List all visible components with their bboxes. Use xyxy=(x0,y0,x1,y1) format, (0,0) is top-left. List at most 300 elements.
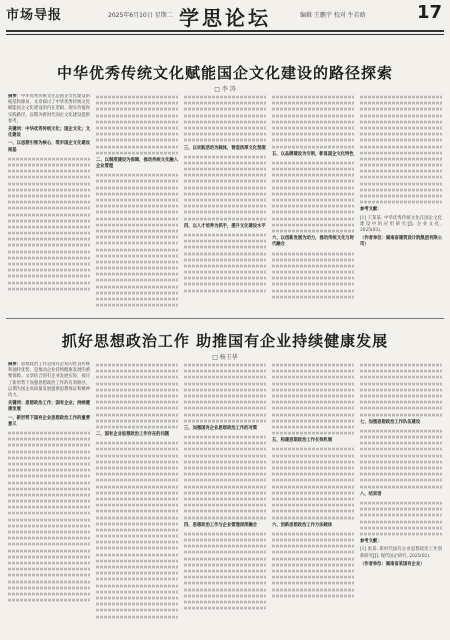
article1-references-label: 参考文献： xyxy=(360,207,382,213)
body-text-line xyxy=(360,454,442,457)
body-text-line xyxy=(8,487,90,490)
article2-abstract: 思想政治工作是国有企业的优良传统和独特优势，是推动企业持续健康发展的重要保障。文章结合国有企业发展实际，探讨了新形势下加强思想政治工作的有效路径，以期为国企高质量发展提供思想保证和精神动力。 xyxy=(8,362,90,399)
body-text-line xyxy=(184,133,266,136)
body-text-line xyxy=(184,258,266,261)
editor-credit: 编辑 王鹏宇 校对 牛若晗 xyxy=(300,12,366,19)
body-text-line xyxy=(272,426,354,429)
body-text-line xyxy=(272,582,354,585)
body-text-line xyxy=(96,193,178,196)
body-text-line xyxy=(184,265,266,268)
body-text-line xyxy=(8,287,90,290)
body-text-line xyxy=(96,566,178,569)
body-text-line xyxy=(96,151,178,154)
body-text-line xyxy=(8,438,90,441)
body-text-line xyxy=(96,382,178,385)
body-text-line xyxy=(272,230,354,233)
body-text-line xyxy=(8,593,90,596)
body-text-line xyxy=(184,401,266,404)
body-text-line xyxy=(184,199,266,202)
body-text-line xyxy=(8,568,90,571)
body-text-line xyxy=(360,413,442,416)
body-text-line xyxy=(272,271,354,274)
body-text-line xyxy=(272,283,354,286)
body-text-line xyxy=(360,473,442,476)
body-text-line xyxy=(184,564,266,567)
body-text-line xyxy=(96,522,178,525)
body-text-line xyxy=(96,248,178,251)
body-text-line xyxy=(96,186,178,189)
body-text-line xyxy=(96,467,178,470)
body-text-line xyxy=(272,382,354,385)
page-number: 17 xyxy=(416,2,442,23)
body-text-line xyxy=(184,370,266,373)
body-text-line xyxy=(8,475,90,478)
body-text-line xyxy=(96,279,178,282)
body-text-line xyxy=(272,491,354,494)
body-text-line xyxy=(96,560,178,563)
body-text-line xyxy=(272,557,354,560)
body-text-line xyxy=(96,454,178,457)
body-text-line xyxy=(272,193,354,196)
article1-abstract: 中华优秀传统文化是国企文化建设的根基和源泉，文章探讨了中华优秀传统文化赋能国企文化建设的内在逻辑、现实价值和实践路径，以期为新时代国企文化建设提供参考。 xyxy=(8,94,90,124)
body-text-line xyxy=(360,182,442,185)
body-text-line xyxy=(184,162,266,165)
body-text-line xyxy=(8,525,90,528)
body-text-line xyxy=(96,553,178,556)
body-text-line xyxy=(272,205,354,208)
article2-byline: □ 杨玉华 xyxy=(212,354,238,361)
body-text-line xyxy=(96,609,178,612)
body-text-line xyxy=(8,444,90,447)
body-text-line xyxy=(360,189,442,192)
body-text-line xyxy=(360,158,442,161)
article2-col-3 xyxy=(184,362,266,634)
body-text-line xyxy=(96,407,178,410)
body-text-line xyxy=(96,285,178,288)
body-text-line xyxy=(184,240,266,243)
body-text-line xyxy=(272,145,354,148)
body-text-line xyxy=(360,176,442,179)
body-text-line xyxy=(272,265,354,268)
body-text-line xyxy=(360,430,442,433)
body-text-line xyxy=(360,502,442,505)
body-text-line xyxy=(360,467,442,470)
body-text-line xyxy=(8,250,90,253)
article2-section-4: 四、思想政治工作与企业管理深度融合 xyxy=(184,522,258,528)
article1-references: [1] 王某某. 中华优秀传统文化在国企文化建设中的应用研究[J]. 企业文化, 2025(03). xyxy=(360,215,442,233)
body-text-line xyxy=(272,516,354,519)
body-text-line xyxy=(8,463,90,466)
body-text-line xyxy=(96,461,178,464)
body-text-line xyxy=(184,211,266,214)
body-text-line xyxy=(360,164,442,167)
body-text-line xyxy=(272,120,354,123)
body-text-line xyxy=(272,114,354,117)
body-text-line xyxy=(184,127,266,130)
body-text-line xyxy=(8,238,90,241)
article1-section-5: 五、以品牌建设为引领，彰显国企文化特色 xyxy=(272,151,354,157)
body-text-line xyxy=(96,395,178,398)
body-text-line xyxy=(96,145,178,148)
body-text-line xyxy=(360,520,442,523)
body-text-line xyxy=(96,211,178,214)
body-text-line xyxy=(8,543,90,546)
body-text-line xyxy=(184,289,266,292)
body-text-line xyxy=(96,535,178,538)
body-text-line xyxy=(96,541,178,544)
article1-headline: 中华优秀传统文化赋能国企文化建设的路径探索 xyxy=(56,64,393,82)
body-text-line xyxy=(272,252,354,255)
body-text-line xyxy=(272,419,354,422)
body-text-line xyxy=(360,145,442,148)
body-text-line xyxy=(184,576,266,579)
body-text-line xyxy=(96,401,178,404)
body-text-line xyxy=(96,603,178,606)
body-text-line xyxy=(184,588,266,591)
body-text-line xyxy=(8,213,90,216)
body-text-line xyxy=(8,195,90,198)
body-text-line xyxy=(8,263,90,266)
body-text-line xyxy=(184,461,266,464)
body-text-line xyxy=(184,277,266,280)
body-text-line xyxy=(96,572,178,575)
body-text-line xyxy=(8,481,90,484)
body-text-line xyxy=(272,539,354,542)
body-text-line xyxy=(184,252,266,255)
body-text-line xyxy=(8,562,90,565)
article2-col-4 xyxy=(272,362,354,634)
body-text-line xyxy=(360,407,442,410)
body-text-line xyxy=(184,234,266,237)
body-text-line xyxy=(184,168,266,171)
body-text-line xyxy=(272,545,354,548)
article2-section-2: 二、国有企业思想政治工作存在的问题 xyxy=(96,432,170,438)
body-text-line xyxy=(272,498,354,501)
body-text-line xyxy=(96,261,178,264)
body-text-line xyxy=(184,601,266,604)
body-text-line xyxy=(184,533,266,536)
body-text-line xyxy=(184,205,266,208)
body-text-line xyxy=(272,395,354,398)
body-text-line xyxy=(8,586,90,589)
body-text-line xyxy=(96,242,178,245)
body-text-line xyxy=(96,292,178,295)
body-text-line xyxy=(184,120,266,123)
body-text-line xyxy=(184,510,266,513)
body-text-line xyxy=(96,273,178,276)
article1-section-4: 四、以人才培养为抓手，提升文化建设水平 xyxy=(184,223,266,229)
article1-col-5 xyxy=(360,94,442,312)
body-text-line xyxy=(8,450,90,453)
body-text-line xyxy=(8,182,90,185)
body-text-line xyxy=(8,232,90,235)
body-text-line xyxy=(96,498,178,501)
body-text-line xyxy=(272,376,354,379)
body-text-line xyxy=(184,180,266,183)
body-text-line xyxy=(272,162,354,165)
body-text-line xyxy=(360,170,442,173)
body-text-line xyxy=(360,442,442,445)
body-text-line xyxy=(8,512,90,515)
body-text-line xyxy=(272,289,354,292)
body-text-line xyxy=(272,96,354,99)
body-text-line xyxy=(184,395,266,398)
body-text-line xyxy=(360,448,442,451)
body-text-line xyxy=(360,133,442,136)
body-text-line xyxy=(360,436,442,439)
article1-section-2: 二、以制度建设为保障，推动传统文化融入企业管理 xyxy=(96,157,178,170)
body-text-line xyxy=(8,494,90,497)
body-text-line xyxy=(96,127,178,130)
body-text-line xyxy=(8,580,90,583)
article1-body xyxy=(8,94,442,312)
article2-section-7: 七、加强思想政治工作队伍建设 xyxy=(360,419,421,425)
body-text-line xyxy=(96,230,178,233)
body-text-line xyxy=(184,594,266,597)
body-text-line xyxy=(272,551,354,554)
body-text-line xyxy=(8,506,90,509)
body-text-line xyxy=(96,516,178,519)
section-title: 学思论坛 xyxy=(179,6,271,30)
body-text-line xyxy=(360,370,442,373)
article2-col-5 xyxy=(360,362,442,634)
body-text-line xyxy=(8,188,90,191)
body-text-line xyxy=(272,504,354,507)
body-text-line xyxy=(184,174,266,177)
body-text-line xyxy=(360,102,442,105)
body-text-line xyxy=(184,155,266,158)
body-text-line xyxy=(272,448,354,451)
body-text-line xyxy=(184,504,266,507)
body-text-line xyxy=(272,461,354,464)
body-text-line xyxy=(360,195,442,198)
body-text-line xyxy=(360,388,442,391)
body-text-line xyxy=(96,504,178,507)
body-text-line xyxy=(360,401,442,404)
body-text-line xyxy=(8,207,90,210)
body-text-line xyxy=(8,549,90,552)
body-text-line xyxy=(272,211,354,214)
article1-col-4 xyxy=(272,94,354,312)
body-text-line xyxy=(272,370,354,373)
masthead-rule xyxy=(6,30,444,32)
body-text-line xyxy=(8,555,90,558)
body-text-line xyxy=(184,376,266,379)
body-text-line xyxy=(96,615,178,618)
body-text-line xyxy=(184,419,266,422)
article1-col-3 xyxy=(184,94,266,312)
article-divider xyxy=(6,318,444,319)
body-text-line xyxy=(272,133,354,136)
body-text-line xyxy=(360,139,442,142)
body-text-line xyxy=(96,388,178,391)
body-text-line xyxy=(96,267,178,270)
body-text-line xyxy=(184,479,266,482)
body-text-line xyxy=(96,510,178,513)
body-text-line xyxy=(8,269,90,272)
body-text-line xyxy=(184,114,266,117)
article2-author-note: （作者单位：湖南省某国有企业） xyxy=(360,561,425,567)
body-text-line xyxy=(8,500,90,503)
body-text-line xyxy=(8,518,90,521)
body-text-line xyxy=(272,510,354,513)
body-text-line xyxy=(360,485,442,488)
body-text-line xyxy=(272,277,354,280)
article1-section-1: 一、以思想引领为核心，筑牢国企文化建设根基 xyxy=(8,141,90,153)
body-text-line xyxy=(272,217,354,220)
body-text-line xyxy=(8,456,90,459)
body-text-line xyxy=(96,304,178,307)
body-text-line xyxy=(272,454,354,457)
article2-abstract-label: 摘要： xyxy=(8,362,21,367)
body-text-line xyxy=(360,364,442,367)
body-text-line xyxy=(272,139,354,142)
article2-references: [1] 张某. 新时代国有企业思想政治工作创新研究[J]. 现代国企研究, 2025(02). xyxy=(360,547,442,559)
body-text-line xyxy=(96,96,178,99)
body-text-line xyxy=(8,281,90,284)
body-text-line xyxy=(184,364,266,367)
body-text-line xyxy=(96,199,178,202)
newspaper-logo: 市场导报 xyxy=(6,8,63,23)
body-text-line xyxy=(272,102,354,105)
article1-section-3: 三、以实践活动为载体，营造浓厚文化氛围 xyxy=(184,145,266,151)
body-text-line xyxy=(184,491,266,494)
body-text-line xyxy=(184,485,266,488)
body-text-line xyxy=(8,574,90,577)
article1-abstract-label: 摘要： xyxy=(8,94,21,99)
body-text-line xyxy=(8,469,90,472)
body-text-line xyxy=(272,174,354,177)
article1-author-note: （作者单位：湖南省建筑设计院集团有限公司） xyxy=(360,236,442,248)
article2-col-1 xyxy=(8,362,90,634)
body-text-line xyxy=(184,539,266,542)
body-text-line xyxy=(184,108,266,111)
body-text-line xyxy=(272,401,354,404)
body-text-line xyxy=(96,254,178,257)
body-text-line xyxy=(184,570,266,573)
article2-section-3: 三、加强国有企业思想政治工作的对策 xyxy=(184,425,258,431)
body-text-line xyxy=(96,174,178,177)
body-text-line xyxy=(360,479,442,482)
body-text-line xyxy=(360,108,442,111)
body-text-line xyxy=(96,473,178,476)
issue-date: 2025年6月10日 星期二 xyxy=(108,12,173,19)
body-text-line xyxy=(8,170,90,173)
body-text-line xyxy=(272,588,354,591)
masthead-rule-thin xyxy=(6,34,444,35)
body-text-line xyxy=(272,223,354,226)
body-text-line xyxy=(96,205,178,208)
body-text-line xyxy=(96,547,178,550)
body-text-line xyxy=(184,557,266,560)
body-text-line xyxy=(96,180,178,183)
article2-references-label: 参考文献： xyxy=(360,539,382,545)
body-text-line xyxy=(272,467,354,470)
body-text-line xyxy=(96,419,178,422)
body-text-line xyxy=(360,526,442,529)
body-text-line xyxy=(184,382,266,385)
body-text-line xyxy=(8,176,90,179)
article2-section-8: 八、结束语 xyxy=(360,491,382,497)
body-text-line xyxy=(184,271,266,274)
body-text-line xyxy=(8,537,90,540)
body-text-line xyxy=(96,413,178,416)
article2-col-2 xyxy=(96,362,178,634)
body-text-line xyxy=(96,529,178,532)
body-text-line xyxy=(272,485,354,488)
body-text-line xyxy=(184,442,266,445)
body-text-line xyxy=(272,594,354,597)
body-text-line xyxy=(360,382,442,385)
body-text-line xyxy=(360,461,442,464)
body-text-line xyxy=(96,442,178,445)
article1-keywords: 关键词：中华优秀传统文化；国企文化；文化建设 xyxy=(8,127,90,139)
body-text-line xyxy=(96,102,178,105)
body-text-line xyxy=(96,236,178,239)
article2-headline: 抓好思想政治工作 助推国有企业持续健康发展 xyxy=(61,332,389,350)
body-text-line xyxy=(360,151,442,154)
body-text-line xyxy=(96,223,178,226)
body-text-line xyxy=(96,139,178,142)
body-text-line xyxy=(8,531,90,534)
body-text-line xyxy=(96,133,178,136)
body-text-line xyxy=(184,96,266,99)
body-text-line xyxy=(96,448,178,451)
body-text-line xyxy=(360,120,442,123)
body-text-line xyxy=(96,578,178,581)
body-text-line xyxy=(96,217,178,220)
body-text-line xyxy=(272,388,354,391)
body-text-line xyxy=(96,108,178,111)
body-text-line xyxy=(8,599,90,602)
body-text-line xyxy=(360,96,442,99)
body-text-line xyxy=(184,454,266,457)
body-text-line xyxy=(272,168,354,171)
body-text-line xyxy=(272,432,354,435)
article2-keywords: 关键词：思想政治工作；国有企业；持续健康发展 xyxy=(8,401,90,413)
body-text-line xyxy=(8,226,90,229)
body-text-line xyxy=(360,508,442,511)
article2-section-6: 六、创新思想政治工作方法载体 xyxy=(272,522,333,528)
body-text-line xyxy=(184,102,266,105)
body-text-line xyxy=(184,448,266,451)
body-text-line xyxy=(272,199,354,202)
body-text-line xyxy=(184,193,266,196)
body-text-line xyxy=(272,479,354,482)
body-text-line xyxy=(8,164,90,167)
body-text-line xyxy=(360,114,442,117)
body-text-line xyxy=(96,426,178,429)
body-text-line xyxy=(96,120,178,123)
article2-body xyxy=(8,362,442,634)
body-text-line xyxy=(272,533,354,536)
body-text-line xyxy=(184,551,266,554)
body-text-line xyxy=(96,114,178,117)
body-text-line xyxy=(96,485,178,488)
body-text-line xyxy=(272,413,354,416)
body-text-line xyxy=(184,467,266,470)
body-text-line xyxy=(184,217,266,220)
body-text-line xyxy=(8,201,90,204)
body-text-line xyxy=(96,364,178,367)
article1-col-1 xyxy=(8,94,90,312)
body-text-line xyxy=(184,516,266,519)
body-text-line xyxy=(184,283,266,286)
body-text-line xyxy=(96,597,178,600)
body-text-line xyxy=(272,108,354,111)
body-text-line xyxy=(184,186,266,189)
body-text-line xyxy=(184,246,266,249)
